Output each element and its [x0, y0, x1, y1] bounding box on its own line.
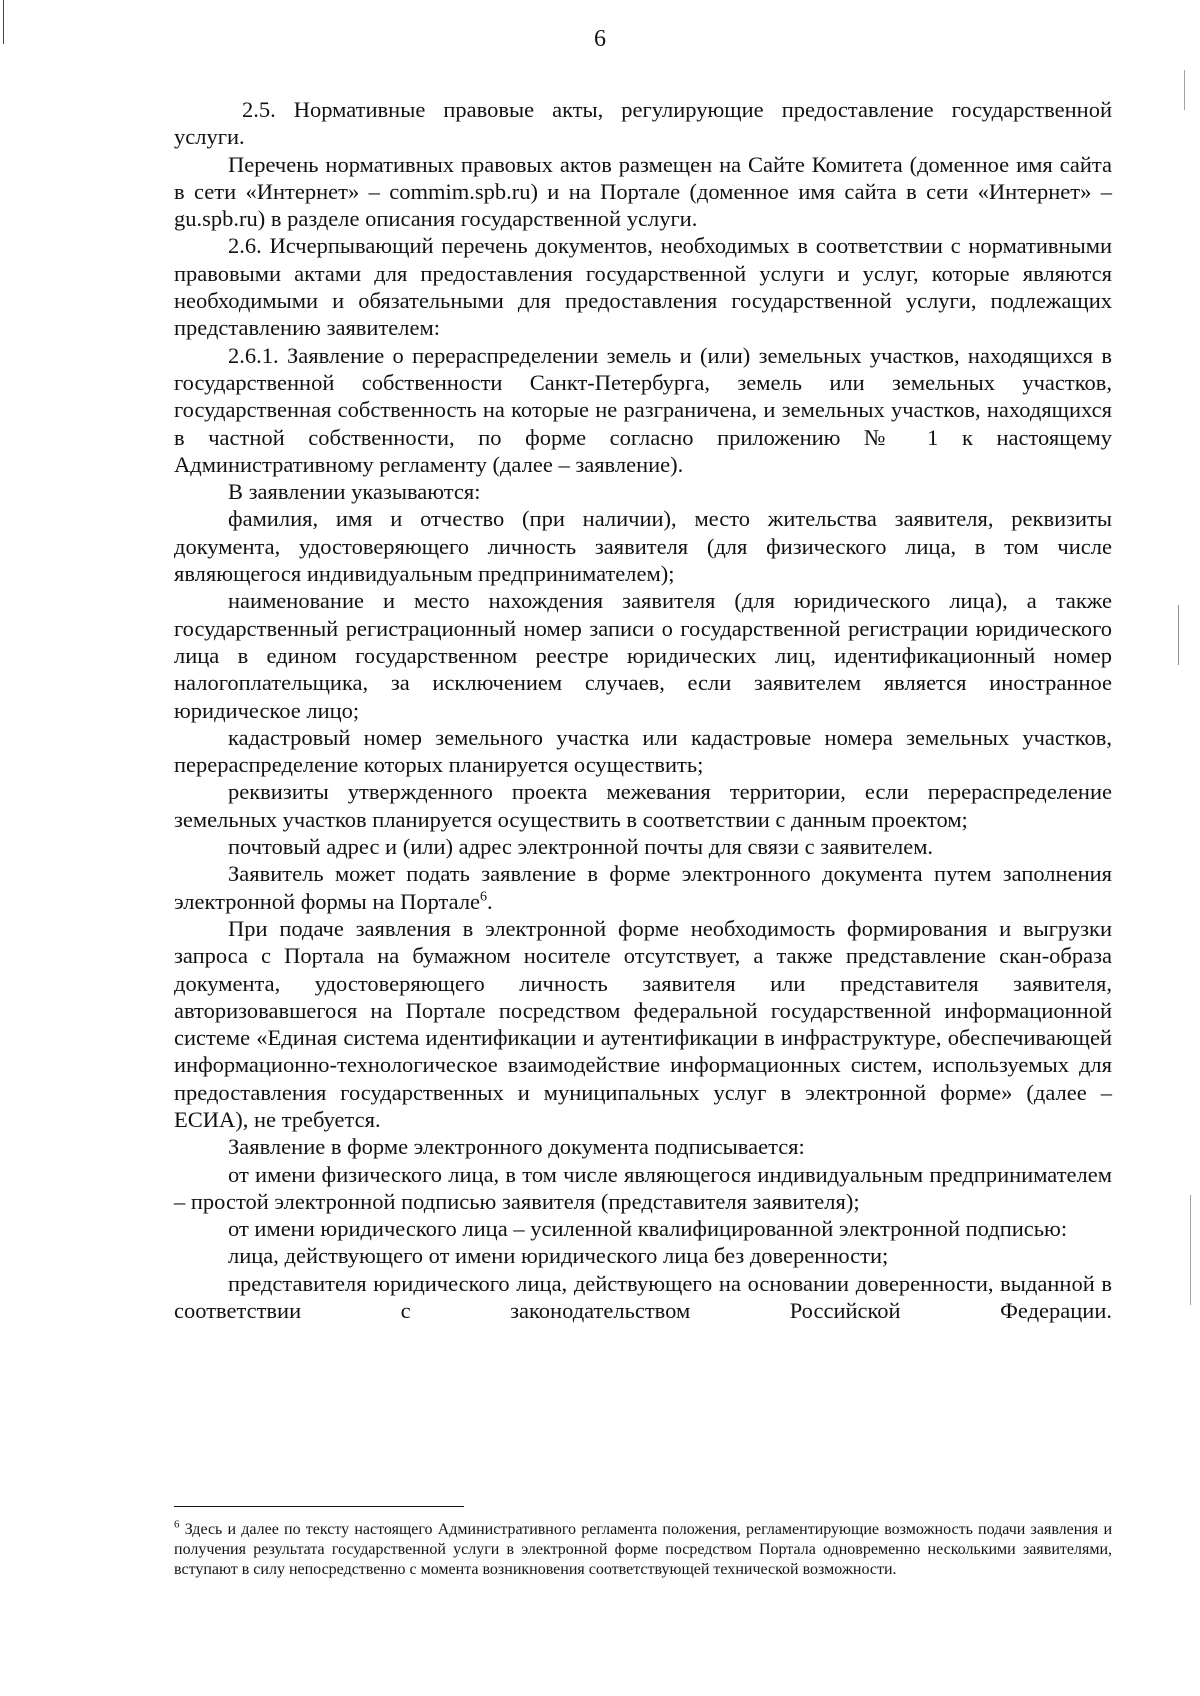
paragraph-postal-address: почтовый адрес и (или) адрес электронной почты для связи с заявителем.: [228, 834, 934, 860]
footnote: [174, 1520, 1112, 1580]
document-body: [174, 96, 1112, 1324]
paragraph-electronic-submission-tail: .: [487, 888, 493, 914]
scan-edge-mark: [1190, 1195, 1191, 1305]
page-number: 6: [594, 26, 606, 52]
footnote-marker: 6: [174, 1518, 180, 1531]
paragraph-legal-acts-list: Перечень нормативных правовых актов размещен на Сайте Комитета (доменное имя сайта в сети «Интернет» – commim.spb.ru) и на Портале (доменное имя сайта в сети «Интернет» – gu.spb.ru) в разделе описания государственной услуги.: [174, 151, 1112, 232]
paragraph-qualified-signature: от имени юридического лица – усиленной квалифицированной электронной подписью:: [228, 1216, 1068, 1242]
paragraph-survey-project: реквизиты утвержденного проекта межевания территории, если перераспределение земельных участков планируется осуществить в соответствии с данным проектом;: [174, 779, 1112, 832]
paragraph-legal-entity-details: наименование и место нахождения заявителя (для юридического лица), а также государственный регистрационный номер записи о государственной регистрации юридического лица в едином государственном реестре юридических лиц, идентификационный номер налогоплательщика, за исключением случаев, если заявителем является иностранное юридическое лицо;: [174, 588, 1112, 723]
paragraph-cadastral-numbers: кадастровый номер земельного участка или кадастровые номера земельных участков, перераспределение которых планируется осуществить;: [174, 724, 1112, 778]
footnote-divider: [174, 1506, 464, 1507]
paragraph-electronic-submission-text: Заявитель может подать заявление в форме электронного документа путем заполнения электронной формы на Портале: [174, 861, 1112, 914]
paragraph-with-power-of-attorney: представителя юридического лица, действующего на основании доверенности, выданной в соответствии с законодательством Российской Федерации.: [174, 1270, 1112, 1324]
paragraph-2-6: 2.6. Исчерпывающий перечень документов, необходимых в соответствии с нормативными правовыми актами для предоставления государственной услуги и услуг, которые являются необходимыми и обязательными для предоставления государственной услуги, подлежащих представлению заявителем:: [174, 233, 1112, 341]
scan-edge-mark: [1178, 605, 1179, 665]
paragraph-electronic-submission: [174, 860, 1112, 915]
paragraph-simple-signature: от имени физического лица, в том числе являющегося индивидуальным предпринимателем – простой электронной подписью заявителя (представителя заявителя);: [174, 1161, 1112, 1214]
scan-edge-mark: [1184, 70, 1185, 110]
paragraph-without-power-of-attorney: лица, действующего от имени юридического лица без доверенности;: [228, 1243, 889, 1269]
paragraph-individual-details: фамилия, имя и отчество (при наличии), место жительства заявителя, реквизиты документа, удостоверяющего личность заявителя (для физического лица, в том числе являющегося индивидуальным предпринимателем);: [174, 506, 1112, 587]
paragraph-2-6-1: 2.6.1. Заявление о перераспределении земель и (или) земельных участков, находящихся в государственной собственности Санкт-Петербурга, земель или земельных участков, государственная собственность на которые не разграничена, и земельных участков, находящихся в частной собственности, по форме согласно приложению № 1 к настоящему Административному регламенту (далее – заявление).: [174, 342, 1112, 477]
paragraph-2-5: 2.5. Нормативные правовые акты, регулирующие предоставление государственной услуги.: [174, 97, 1112, 150]
paragraph-esia: При подаче заявления в электронной форме необходимость формирования и выгрузки запроса с Портала на бумажном носителе отсутствует, а также представление скан-образа документа, удостоверяющего личность заявителя или представителя заявителя, авторизовавшегося на Портале посредством федеральной государственной информационной системе «Единая система идентификации и аутентификации в инфраструктуре, обеспечивающей информационно-технологическое взаимодействие информационных систем, используемых для предоставления государственных и муниципальных услуг в электронной форме» (далее – ЕСИА), не требуется.: [174, 915, 1112, 1132]
footnote-text: Здесь и далее по тексту настоящего Административного регламента положения, регламентирующие возможность подачи заявления и получения результата государственной услуги в электронной форме посредством Портала одновременно несколькими заявителями, вступают в силу непосредственно с момента возникновения соответствующей технической возможности.: [174, 1521, 1112, 1578]
paragraph-signing: Заявление в форме электронного документа подписывается:: [228, 1134, 805, 1160]
footnote-reference: 6: [480, 889, 488, 905]
paragraph-application-contents: В заявлении указываются:: [228, 479, 481, 505]
